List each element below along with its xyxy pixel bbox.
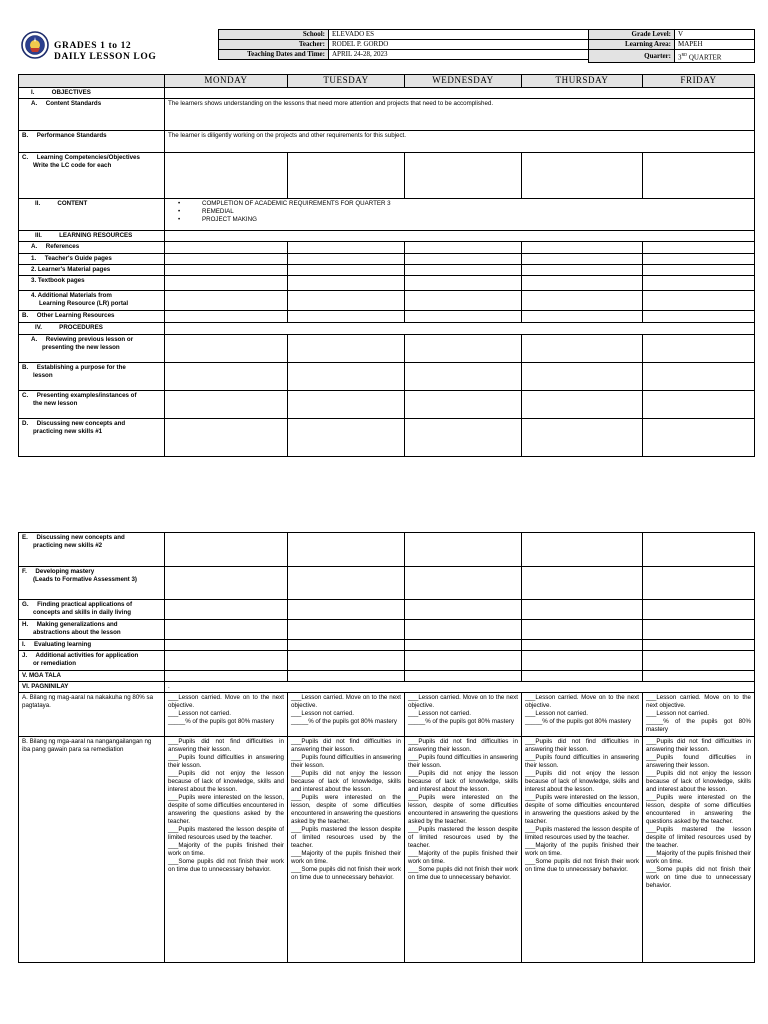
- tg-friday: [643, 254, 755, 265]
- proc-c-monday: [165, 391, 288, 419]
- header-info-left: [218, 29, 589, 60]
- proc-g-thursday: [522, 600, 643, 620]
- learning-area-value: MAPEH: [675, 40, 755, 50]
- lesson-log-table-part2: [18, 532, 755, 963]
- performance-standards-label: B. Performance Standards: [19, 131, 165, 153]
- proc-j-tuesday: [288, 651, 405, 671]
- additional-friday: [643, 291, 755, 311]
- additional-monday: [165, 291, 288, 311]
- competencies-tuesday: [288, 153, 405, 199]
- proc-g-friday: [643, 600, 755, 620]
- learners-material-label: 2. Learner's Material pages: [19, 265, 165, 276]
- additional-thursday: [522, 291, 643, 311]
- proc-j-thursday: [522, 651, 643, 671]
- tala-thursday: [522, 671, 643, 682]
- proc-b-monday: [165, 363, 288, 391]
- procedure-j-label: J. Additional activities for application or remediation: [19, 651, 165, 671]
- textbook-friday: [643, 276, 755, 291]
- proc-d-wednesday: [405, 419, 522, 457]
- lm-wednesday: [405, 265, 522, 276]
- day-header-tuesday: TUESDAY: [288, 75, 405, 88]
- proc-e-thursday: [522, 533, 643, 567]
- other-resources-label: B. Other Learning Resources: [19, 311, 165, 323]
- procedure-a-label: A. Reviewing previous lesson or presenting the new lesson: [19, 335, 165, 363]
- competencies-wednesday: [405, 153, 522, 199]
- proc-i-thursday: [522, 640, 643, 651]
- other-tuesday: [288, 311, 405, 323]
- proc-i-tuesday: [288, 640, 405, 651]
- header-info-right: [588, 29, 755, 63]
- proc-b-thursday: [522, 363, 643, 391]
- proc-b-friday: [643, 363, 755, 391]
- references-thursday: [522, 242, 643, 254]
- corner-header-cell: [19, 75, 165, 88]
- other-thursday: [522, 311, 643, 323]
- proc-h-thursday: [522, 620, 643, 640]
- lesson-log-table-part1: [18, 74, 755, 457]
- learning-competencies-label: C. Learning Competencies/Objectives Write the LC code for each: [19, 153, 165, 199]
- tg-tuesday: [288, 254, 405, 265]
- mga-tala-label: V. MGA TALA: [19, 671, 165, 682]
- proc-a-monday: [165, 335, 288, 363]
- procedures-cell: [165, 323, 755, 335]
- objectives-heading: I. OBJECTIVES: [19, 88, 165, 99]
- tg-wednesday: [405, 254, 522, 265]
- proc-c-thursday: [522, 391, 643, 419]
- tg-thursday: [522, 254, 643, 265]
- header-title-dll: DAILY LESSON LOG: [54, 52, 157, 62]
- grade-level-label: Grade Level:: [589, 30, 675, 40]
- proc-g-wednesday: [405, 600, 522, 620]
- textbook-monday: [165, 276, 288, 291]
- content-item: • COMPLETION OF ACADEMIC REQUIREMENTS FOR QUARTER 3: [178, 200, 751, 208]
- content-item: • PROJECT MAKING: [178, 216, 751, 224]
- procedure-h-label: H. Making generalizations and abstractions about the lesson: [19, 620, 165, 640]
- proc-h-tuesday: [288, 620, 405, 640]
- proc-f-wednesday: [405, 567, 522, 600]
- reflection-b-friday: ___Pupils did not find difficulties in answering their lesson. ___Pupils found difficulties in answering their lesson. ___Pupils did not enjoy the lesson because of lack of knowledge, skills and interest about the lesson. ___Pupils were interested on the lesson, despite of some difficulties encountered in answering the questions asked by the teacher. ___Pupils mastered the lesson despite of limited resources used by the teacher. ___Majority of the pupils finished their work on time. ___Some pupils did not finish their work on time due to unnecessary behavior.: [643, 737, 755, 963]
- reflection-a-friday: ___Lesson carried. Move on to the next objective. ___Lesson not carried. _____% of the pupils got 80% mastery: [643, 693, 755, 737]
- reflection-b-tuesday: ___Pupils did not find difficulties in answering their lesson. ___Pupils found difficulties in answering their lesson. ___Pupils did not enjoy the lesson because of lack of knowledge, skills and interest about the lesson. ___Pupils were interested on the lesson, despite of some difficulties encountered in answering the questions asked by the teacher. ___Pupils mastered the lesson despite of limited resources used by the teacher. ___Majority of the pupils finished their work on time. ___Some pupils did not finish their work on time due to unnecessary behavior.: [288, 737, 405, 963]
- teacher-value: RODEL P. GORDO: [329, 40, 589, 50]
- day-header-wednesday: WEDNESDAY: [405, 75, 522, 88]
- references-monday: [165, 242, 288, 254]
- tala-friday: [643, 671, 755, 682]
- proc-h-wednesday: [405, 620, 522, 640]
- proc-f-monday: [165, 567, 288, 600]
- content-item: • REMEDIAL: [178, 208, 751, 216]
- proc-j-friday: [643, 651, 755, 671]
- additional-tuesday: [288, 291, 405, 311]
- other-friday: [643, 311, 755, 323]
- proc-h-friday: [643, 620, 755, 640]
- school-label: School:: [219, 30, 329, 40]
- proc-h-monday: [165, 620, 288, 640]
- proc-i-monday: [165, 640, 288, 651]
- day-header-thursday: THURSDAY: [522, 75, 643, 88]
- reflection-a-monday: ___Lesson carried. Move on to the next objective. ___Lesson not carried. _____% of the pupils got 80% mastery: [165, 693, 288, 737]
- dll-header: [18, 29, 754, 63]
- additional-materials-label: 4. Additional Materials from Learning Resource (LR) portal: [19, 291, 165, 311]
- proc-f-thursday: [522, 567, 643, 600]
- competencies-monday: [165, 153, 288, 199]
- reflection-b-label: B. Bilang ng mga-aaral na nangangailangan ng iba pang gawain para sa remediation: [19, 737, 165, 963]
- lm-friday: [643, 265, 755, 276]
- procedure-b-label: B. Establishing a purpose for the lesson: [19, 363, 165, 391]
- proc-f-friday: [643, 567, 755, 600]
- lm-monday: [165, 265, 288, 276]
- procedure-e-label: E. Discussing new concepts and practicing new skills #2: [19, 533, 165, 567]
- lm-thursday: [522, 265, 643, 276]
- proc-a-friday: [643, 335, 755, 363]
- teaching-dates-label: Teaching Dates and Time:: [219, 50, 329, 60]
- reflection-a-tuesday: ___Lesson carried. Move on to the next objective. ___Lesson not carried. _____% of the pupils got 80% mastery: [288, 693, 405, 737]
- proc-g-monday: [165, 600, 288, 620]
- additional-wednesday: [405, 291, 522, 311]
- proc-e-tuesday: [288, 533, 405, 567]
- proc-i-friday: [643, 640, 755, 651]
- references-wednesday: [405, 242, 522, 254]
- day-header-monday: MONDAY: [165, 75, 288, 88]
- proc-c-tuesday: [288, 391, 405, 419]
- references-tuesday: [288, 242, 405, 254]
- reflection-a-label: A. Bilang ng mag-aaral na nakakuha ng 80% sa pagtataya.: [19, 693, 165, 737]
- competencies-thursday: [522, 153, 643, 199]
- other-monday: [165, 311, 288, 323]
- proc-e-wednesday: [405, 533, 522, 567]
- proc-a-wednesday: [405, 335, 522, 363]
- grade-level-value: V: [675, 30, 755, 40]
- teachers-guide-label: 1. Teacher's Guide pages: [19, 254, 165, 265]
- proc-j-wednesday: [405, 651, 522, 671]
- textbook-wednesday: [405, 276, 522, 291]
- proc-g-tuesday: [288, 600, 405, 620]
- proc-d-thursday: [522, 419, 643, 457]
- proc-a-tuesday: [288, 335, 405, 363]
- procedures-heading: IV. PROCEDURES: [19, 323, 165, 335]
- school-value: ELEVADO ES: [329, 30, 589, 40]
- proc-e-monday: [165, 533, 288, 567]
- learning-area-label: Learning Area:: [589, 40, 675, 50]
- teaching-dates-value: APRIL 24-28, 2023: [329, 50, 589, 60]
- reflection-b-thursday: ___Pupils did not find difficulties in answering their lesson. ___Pupils found difficulties in answering their lesson. ___Pupils did not enjoy the lesson because of lack of knowledge, skills and interest about the lesson. ___Pupils were interested on the lesson, despite of some difficulties encountered in answering the questions asked by the teacher. ___Pupils mastered the lesson despite of limited resources used by the teacher. ___Majority of the pupils finished their work on time. ___Some pupils did not finish their work on time due to unnecessary behavior.: [522, 737, 643, 963]
- proc-d-tuesday: [288, 419, 405, 457]
- day-header-friday: FRIDAY: [643, 75, 755, 88]
- quarter-label: Quarter:: [589, 50, 675, 63]
- proc-b-tuesday: [288, 363, 405, 391]
- procedure-c-label: C. Presenting examples/instances of the new lesson: [19, 391, 165, 419]
- reflection-b-wednesday: ___Pupils did not find difficulties in answering their lesson. ___Pupils found difficulties in answering their lesson. ___Pupils did not enjoy the lesson because of lack of knowledge, skills and interest about the lesson. ___Pupils were interested on the lesson, despite of some difficulties encountered in answering the questions asked by the teacher. ___Pupils mastered the lesson despite of limited resources used by the teacher. ___Majority of the pupils finished their work on time. ___Some pupils did not finish their work on time due to unnecessary behavior.: [405, 737, 522, 963]
- header-title-grades: GRADES 1 to 12: [54, 41, 132, 51]
- tala-monday: [165, 671, 288, 682]
- header-title-block: [18, 29, 216, 63]
- pagninilay-cell: .: [165, 682, 755, 693]
- pagninilay-label: VI. PAGNINILAY: [19, 682, 165, 693]
- proc-d-monday: [165, 419, 288, 457]
- textbook-thursday: [522, 276, 643, 291]
- performance-standards-text: The learner is diligently working on the projects and other requirements for this subject.: [165, 131, 755, 153]
- reflection-b-monday: ___Pupils did not find difficulties in answering their lesson. ___Pupils found difficulties in answering their lesson. ___Pupils did not enjoy the lesson because of lack of knowledge, skills and interest about the lesson. ___Pupils were interested on the lesson, despite of some difficulties encountered in answering the questions asked by the teacher. ___Pupils mastered the lesson despite of limited resources used by the teacher. ___Majority of the pupils finished their work on time. ___Some pupils did not finish their work on time due to unnecessary behavior.: [165, 737, 288, 963]
- procedure-d-label: D. Discussing new concepts and practicing new skills #1: [19, 419, 165, 457]
- competencies-friday: [643, 153, 755, 199]
- references-friday: [643, 242, 755, 254]
- quarter-value: 3RD QUARTER: [675, 50, 755, 63]
- proc-e-friday: [643, 533, 755, 567]
- content-standards-text: The learners shows understanding on the lessons that need more attention and projects that need to be accomplished.: [165, 99, 755, 131]
- textbook-tuesday: [288, 276, 405, 291]
- proc-i-wednesday: [405, 640, 522, 651]
- deped-seal-icon: [21, 31, 49, 59]
- textbook-pages-label: 3. Textbook pages: [19, 276, 165, 291]
- content-cell: [165, 199, 755, 231]
- tala-tuesday: [288, 671, 405, 682]
- proc-j-monday: [165, 651, 288, 671]
- proc-c-friday: [643, 391, 755, 419]
- content-list: [168, 200, 751, 224]
- learning-resources-heading: III. LEARNING RESOURCES: [19, 231, 165, 242]
- proc-a-thursday: [522, 335, 643, 363]
- procedure-f-label: F. Developing mastery (Leads to Formative Assessment 3): [19, 567, 165, 600]
- other-wednesday: [405, 311, 522, 323]
- lm-tuesday: [288, 265, 405, 276]
- reflection-a-wednesday: ___Lesson carried. Move on to the next objective. ___Lesson not carried. _____% of the pupils got 80% mastery: [405, 693, 522, 737]
- procedure-i-label: I. Evaluating learning: [19, 640, 165, 651]
- proc-d-friday: [643, 419, 755, 457]
- tala-wednesday: [405, 671, 522, 682]
- proc-c-wednesday: [405, 391, 522, 419]
- references-label: A. References: [19, 242, 165, 254]
- objectives-cell: [165, 88, 755, 99]
- teacher-label: Teacher:: [219, 40, 329, 50]
- proc-b-wednesday: [405, 363, 522, 391]
- content-standards-label: A. Content Standards: [19, 99, 165, 131]
- content-heading: II. CONTENT: [19, 199, 165, 231]
- proc-f-tuesday: [288, 567, 405, 600]
- tg-monday: [165, 254, 288, 265]
- reflection-a-thursday: ___Lesson carried. Move on to the next objective. ___Lesson not carried. _____% of the pupils got 80% mastery: [522, 693, 643, 737]
- learning-resources-cell: [165, 231, 755, 242]
- procedure-g-label: G. Finding practical applications of concepts and skills in daily living: [19, 600, 165, 620]
